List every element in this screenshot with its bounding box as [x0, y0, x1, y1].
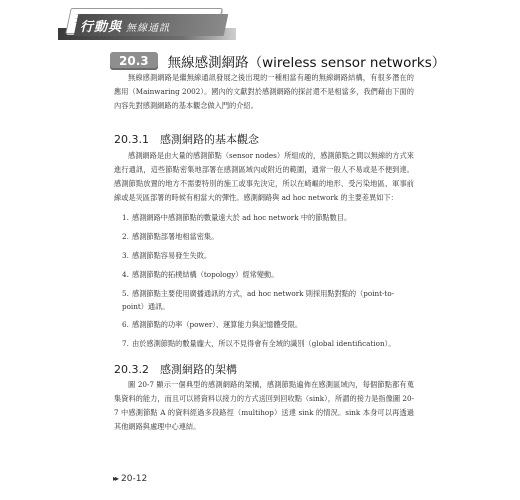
section-heading — [110, 51, 445, 71]
list-item: 3. 感測節點容易發生失敗。 — [122, 251, 212, 260]
chapter-sub-label: 無線通訊 — [126, 23, 171, 34]
page-number: 20-12 — [121, 474, 148, 484]
chapter-header-banner — [58, 6, 228, 40]
subsection-body-1: 感測網路是由大量的感測節點（sensor nodes）所組成的，感測節點之間以無線的方式來進行通訊，這些節點密集地部署在感測區域內或附近的範圍，通常一般人不易或是不便到達。感測節點放置的地方不需要特別的施工或事先決定，所以在崎嶇的地形、受污染地區、軍事前線或是災區部署的時候有相當大的彈性。感測網路與 ad hoc network 的主要差異如下： — [114, 151, 414, 202]
page-footer — [113, 474, 147, 484]
list-item: 1. 感測網路中感測節點的數量遠大於 ad hoc network 中的節點數目。 — [122, 213, 352, 222]
list-item: 4. 感測節點的拓樸結構（topology）經常變動。 — [122, 270, 279, 279]
list-item: 2. 感測節點部署地相當密集。 — [122, 232, 219, 241]
chapter-label: 行動與 無線通訊 — [80, 20, 171, 35]
subsection-heading-2 — [114, 361, 237, 377]
list-item: 7. 由於感測節點的數量龐大，所以不見得會有全域的識別（global identification）。 — [122, 339, 396, 348]
subsection-body-2: 圖 20-7 顯示一個典型的感測網路的架構，感測節點遍佈在感測區域內，每個節點都有蒐集資料的能力，而且可以將資料以接力的方式送回到回收點（sink），所謂的接力是指像圖 20-7 中感測節點 A 的資料經過多段路徑（multihop）送達 sink 的情況。sink 本身可以再透過其他網路與處理中心連結。 — [114, 380, 414, 431]
subsection-title-1: 感測網路的基本觀念 — [160, 133, 259, 146]
subsection-heading-1 — [114, 131, 259, 147]
subsection-number-1: 20.3.1 — [114, 133, 149, 146]
subsection-title-2: 感測網路的架構 — [160, 363, 237, 376]
subsection-number-2: 20.3.2 — [114, 363, 149, 376]
footer-arrows-icon: ▸▸ — [113, 474, 118, 483]
list-item: 5. 感測節點主要使用廣播通訊的方式，ad hoc network 則採用點對點的（point-to-point）通訊。 — [122, 289, 395, 311]
intro-paragraph: 無線感測網路是繼無線通訊發展之後出現的一種相當有趣的無線網路結構，有很多潛在的應用（Mainwaring 2002）。國內的文獻對於感測網路的探討還不是相當多，我們藉由下面的內容先對感測網路的基本觀念做入門的介紹。 — [114, 73, 414, 110]
list-item: 6. 感測節點的功率（power）、運算能力與記憶體受限。 — [122, 320, 303, 329]
section-title: 無線感測網路（wireless sensor networks） — [167, 55, 446, 71]
section-number-badge: 20.3 — [110, 52, 158, 70]
